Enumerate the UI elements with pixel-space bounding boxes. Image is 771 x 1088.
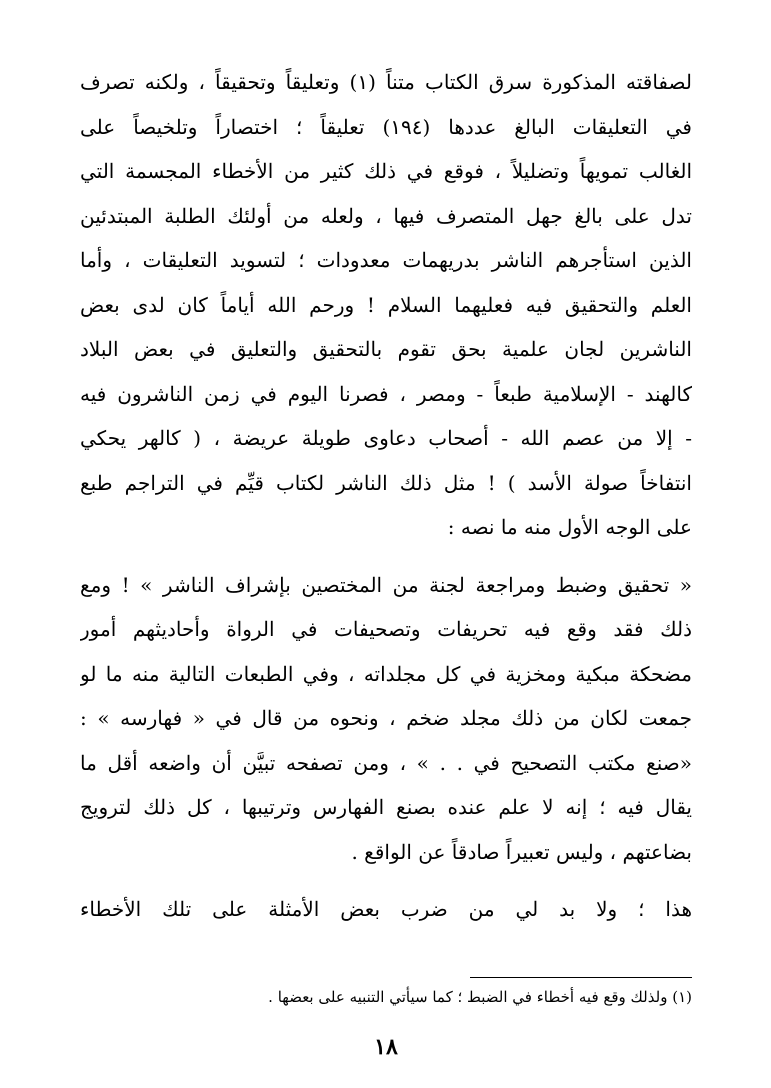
text-line: على الوجه الأول منه ما نصه : <box>447 515 692 539</box>
text-line: كالهند - الإسلامية طبعاً - ومصر ، فصرنا اليوم في زمن الناشرون فيه <box>80 381 692 406</box>
text-line: في التعليقات البالغ عددها (١٩٤) تعليقاً ؛ اختصاراً وتلخيصاً على <box>80 114 692 139</box>
text-line: بضاعتهم ، وليس تعبيراً صادقاً عن الواقع . <box>351 839 692 864</box>
text-line: - إلا من عصم الله - أصحاب دعاوى طويلة عريضة ، ( كالهر يحكي <box>80 426 692 450</box>
book-page <box>80 60 692 1060</box>
text-line: هذا ؛ ولا بد لي من ضرب بعض الأمثلة على تلك الأخطاء <box>80 897 692 921</box>
text-line: الناشرين لجان علمية بحق تقوم بالتحقيق والتعليق في بعض البلاد <box>80 337 692 361</box>
text-line: « تحقيق وضبط ومراجعة لجنة من المختصين بإشراف الناشر » ! ومع <box>80 572 692 597</box>
page-number: ١٨ <box>374 1034 398 1060</box>
text-line: ذلك فقد وقع فيه تحريفات وتصحيفات في الرواة وأحاديثهم أمور <box>80 617 692 641</box>
text-line: جمعت لكان من ذلك مجلد ضخم ، ونحوه من قال في « فهارسه » : <box>80 706 692 730</box>
text-line: تدل على بالغ جهل المتصرف فيها ، ولعله من أولئك الطلبة المبتدئين <box>80 203 692 228</box>
text-line: الغالب تمويهاً وتضليلاً ، فوقع في ذلك كثير من الأخطاء المجسمة التي <box>80 159 692 183</box>
text-line: مضحكة مبكية ومخزية في كل مجلداته ، وفي الطبعات التالية منه ما لو <box>80 661 692 686</box>
paragraph-1 <box>80 60 692 550</box>
paragraph-3 <box>80 887 692 932</box>
text-line: «صنع مكتب التصحيح في . . » ، ومن تصفحه تبيَّن أن واضعه أقل ما <box>80 750 692 775</box>
text-line: لصفاقته المذكورة سرق الكتاب متناً (١) وتعليقاً وتحقيقاً ، ولكنه تصرف <box>80 70 692 94</box>
paragraph-gap <box>80 550 692 563</box>
text-line: انتفاخاً صولة الأسد ) ! مثل ذلك الناشر لكتاب قيِّم في التراجم طبع <box>80 470 692 495</box>
footnote: (١) ولذلك وقع فيه أخطاء في الضبط ؛ كما سيأتي التنبيه على بعضها . <box>268 988 692 1006</box>
paragraph-gap <box>80 874 692 887</box>
paragraph-2 <box>80 563 692 875</box>
text-line: العلم والتحقيق فيه فعليهما السلام ! ورحم الله أياماً كان لدى بعض <box>80 292 692 317</box>
footnote-separator <box>470 977 692 978</box>
text-line: الذين استأجرهم الناشر بدريهمات معدودات ؛ لتسويد التعليقات ، وأما <box>80 248 692 272</box>
text-line: يقال فيه ؛ إنه لا علم عنده بصنع الفهارس وترتيبها ، كل ذلك لترويج <box>80 795 692 819</box>
